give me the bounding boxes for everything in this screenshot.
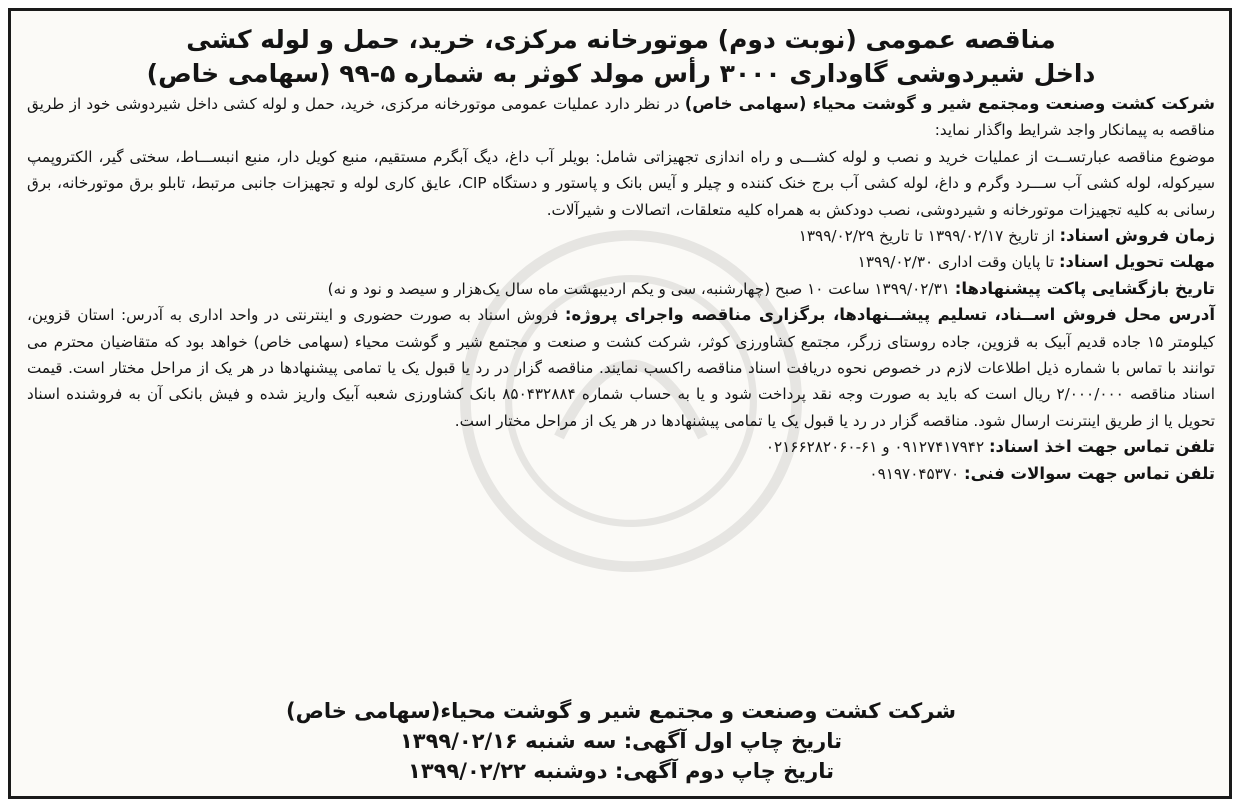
- address-label: آدرس محل فروش اســناد، تسلیم پیشــنهادها، برگزاری مناقصه واجرای پروژه:: [564, 305, 1215, 325]
- subject-paragraph: موضوع مناقصه عبارتســت از عملیات خرید و نصب و لوله کشـــی و راه اندازی تجهیزاتی شامل: بویلر آب داغ، دیگ آبگرم مستقیم، منبع کویل دار، منبع انبســـاط، سختی گیر، الکتروپمپ سیرکوله، لوله کشی آب ســـرد وگرم و داغ، لوله کشی آب برج خنک کننده و چیلر و آیس بانک و پاستور و دستگاه CIP، عایق کاری لوله و تجهیزات جانبی مرتبط، تابلو برق موتورخانه، برق رسانی به کلیه تجهیزات موتورخانه و شیردوشی، نصب دودکش به همراه کلیه متعلقات، اتصالات و شیرآلات.: [27, 147, 1215, 219]
- opening-value: ۱۳۹۹/۰۲/۳۱ ساعت ۱۰ صبح (چهارشنبه، سی و یکم اردیبهشت ماه سال یک‌هزار و سیصد و نود و نه): [327, 279, 955, 298]
- intro-paragraph: [27, 91, 1215, 144]
- first-print-date: تاریخ چاپ اول آگهی: سه شنبه ۱۳۹۹/۰۲/۱۶: [399, 729, 843, 753]
- delivery-deadline: [27, 249, 1215, 275]
- intro-text: در نظر دارد عملیات عمومی موتورخانه مرکزی، خرید، حمل و لوله کشی داخل شیردوشی خود از طریق مناقصه به پیمانکار واجد شرایط واگذار نماید:: [27, 95, 1215, 140]
- address-paragraph: [27, 302, 1215, 434]
- intro-company: شرکت کشت وصنعت ومجتمع شیر و گوشت محیاء (سهامی خاص): [684, 94, 1215, 113]
- phone-docs-value: ۰۹۱۲۷۴۱۷۹۴۲ و ۶۱-۰۲۱۶۶۲۸۲۰۶۰: [765, 438, 989, 457]
- ad-footer: [27, 696, 1215, 786]
- ad-frame: [8, 8, 1232, 799]
- opening-date: [27, 276, 1215, 302]
- ad-title: [27, 23, 1215, 91]
- ad-content: [27, 23, 1215, 788]
- delivery-value: تا پایان وقت اداری ۱۳۹۹/۰۲/۳۰: [857, 253, 1059, 272]
- phone-docs: [27, 434, 1215, 460]
- sale-value: از تاریخ ۱۳۹۹/۰۲/۱۷ تا تاریخ ۱۳۹۹/۰۲/۲۹: [798, 227, 1060, 246]
- title-line-2: داخل شیردوشی گاوداری ۳۰۰۰ رأس مولد کوثر به شماره ۵-۹۹ (سهامی خاص): [146, 59, 1096, 88]
- phone-tech: [27, 461, 1215, 487]
- title-line-1: مناقصه عمومی (نوبت دوم) موتورخانه مرکزی، خرید، حمل و لوله کشی: [186, 25, 1056, 54]
- address-text: فروش اسناد به صورت حضوری و اینترنتی در واحد اداری به آدرس: استان قزوین، کیلومتر ۱۵ جاده قدیم آبیک به قزوین، جاده روستای زرگر، مجتمع کشاورزی کوثر، شرکت کشت و صنعت و مجتمع شیر و گوشت محیاء (سهامی خاص) خواهد بود که متقاضیان محترم می توانند با تماس با شماره ذیل اطلاعات لازم در خصوص نحوه دریافت اسناد مناقصه راکسب نمایند. مناقصه گزار در رد یا قبول یک یا تمامی پیشنهادها در هر یک از مراحل مختار است. قیمت اسناد مناقصه ۲/۰۰۰/۰۰۰ ریال است که باید به صورت وجه نقد پرداخت شود و یا به حساب شماره ۸۵۰۴۳۲۸۸۴ بانک کشاورزی شعبه آبیک واریز شده و فیش بانکی آن به فروشنده اسناد تحویل یا از طریق اینترنت ارسال شود. مناقصه گزار در رد یا قبول یک یا تمامی پیشنهادها در هر یک از مراحل مختار است.: [27, 306, 1215, 430]
- sale-label: زمان فروش اسناد:: [1059, 226, 1215, 246]
- phone-docs-label: تلفن تماس جهت اخذ اسناد:: [988, 437, 1215, 457]
- delivery-label: مهلت تحویل اسناد:: [1058, 252, 1215, 272]
- phone-tech-value: ۰۹۱۹۷۰۴۵۳۷۰: [869, 464, 964, 483]
- sale-time: [27, 223, 1215, 249]
- footer-company: شرکت کشت وصنعت و مجتمع شیر و گوشت محیاء(سهامی خاص): [285, 699, 956, 723]
- phone-tech-label: تلفن تماس جهت سوالات فنی:: [963, 463, 1215, 483]
- second-print-date: تاریخ چاپ دوم آگهی: دوشنبه ۱۳۹۹/۰۲/۲۲: [408, 759, 834, 783]
- opening-label: تاریخ بازگشایی پاکت پیشنهادها:: [954, 278, 1215, 298]
